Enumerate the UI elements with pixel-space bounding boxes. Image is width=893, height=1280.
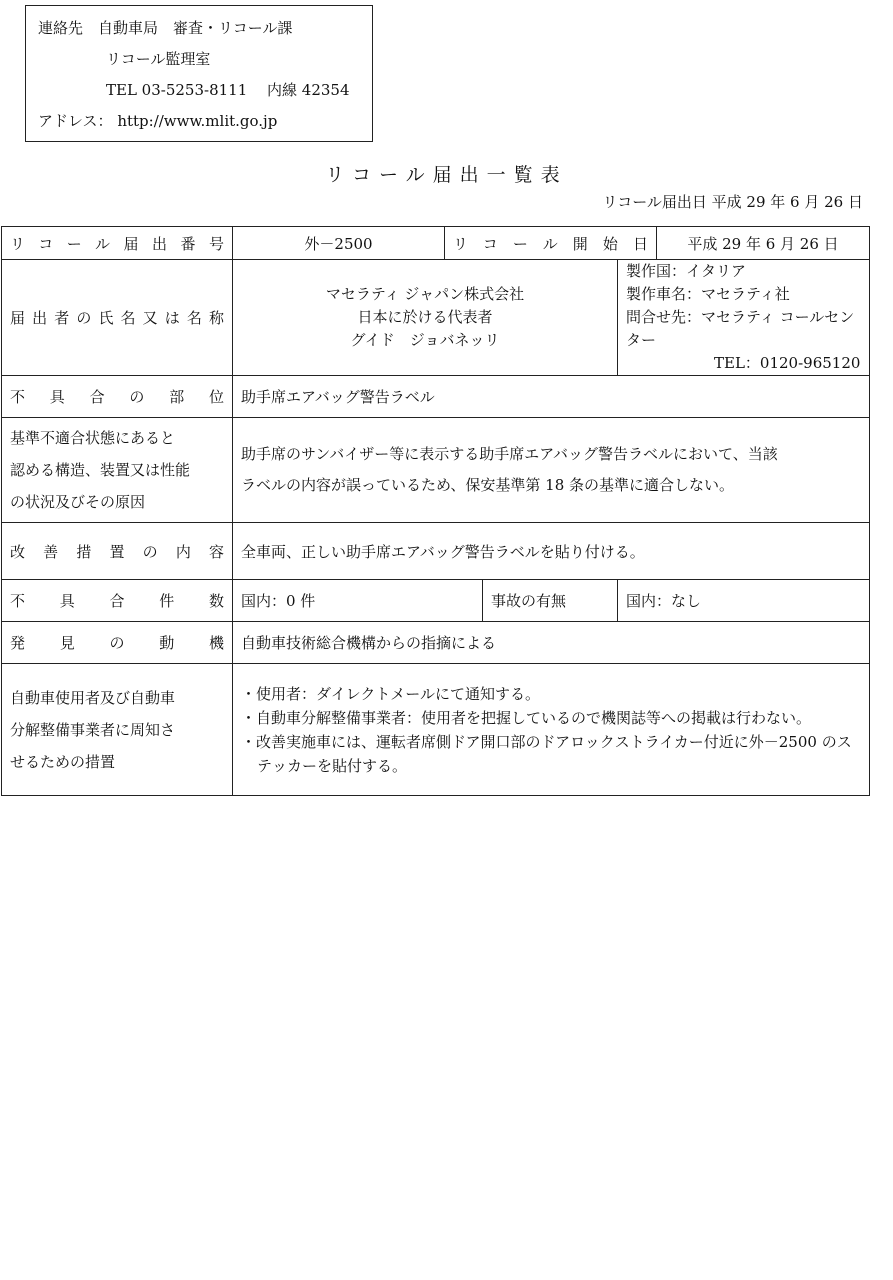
applicant-label: 届出者の氏名又は名称 [2, 260, 233, 376]
applicant-company: マセラティ ジャパン株式会社 [325, 285, 525, 303]
reason-label-line: 認める構造、装置又は性能 [10, 461, 191, 479]
reason-label [2, 418, 233, 523]
recall-table [1, 226, 870, 796]
notification-label-line: 分解整備事業者に周知さ [10, 720, 176, 739]
notification-item: ・自動車分解整備事業者：使用者を把握しているので機関誌等への掲載は行わない。 [241, 708, 812, 727]
table-row [2, 580, 870, 622]
document-title: リコール届出一覧表 [325, 164, 568, 186]
maker-tel: TEL：0120-965120 [714, 354, 861, 372]
defect-part-label: 不具合の部位 [2, 376, 233, 418]
contact-address: アドレス： http://www.mlit.go.jp [38, 112, 278, 130]
reason-label-line: の状況及びその原因 [10, 493, 146, 511]
defect-part-value: 助手席エアバッグ警告ラベル [233, 376, 870, 418]
filing-date: リコール届出日 平成 29 年 6 月 26 日 [602, 193, 863, 211]
notification-item: ・改善実施車には、運転者席側ドア開口部のドアロックストライカー付近に外－2500 のステッカーを貼付する。 [241, 732, 852, 775]
recall-start-label: リコール開始日 [445, 227, 657, 260]
contact-box [25, 5, 373, 142]
table-row [2, 227, 870, 260]
recall-number-value: 外－2500 [233, 227, 445, 260]
maker-country: 製作国：イタリア [626, 262, 747, 280]
notification-item: ・使用者：ダイレクトメールにて通知する。 [241, 684, 540, 703]
contact-phone: TEL 03-5253-8111 内線 42354 [106, 81, 350, 99]
maker-inquiry: 問合せ先：マセラティ コールセンター [626, 308, 855, 349]
applicant-representative-name: グイド ジョバネッリ [350, 331, 500, 349]
recall-start-value: 平成 29 年 6 月 26 日 [657, 227, 870, 260]
maker-cell [618, 260, 870, 376]
applicant-cell [233, 260, 618, 376]
notification-label [2, 664, 233, 796]
accident-label: 事故の有無 [483, 580, 618, 622]
table-row [2, 664, 870, 796]
reason-label-line: 基準不適合状態にあると [10, 429, 176, 447]
table-row [2, 376, 870, 418]
contact-office: リコール監理室 [106, 50, 211, 68]
reason-text-line: 助手席のサンバイザー等に表示する助手席エアバッグ警告ラベルにおいて、当該 [241, 445, 778, 463]
table-row [2, 523, 870, 580]
contact-department: 連絡先 自動車局 審査・リコール課 [38, 19, 293, 37]
applicant-representative-title: 日本に於ける代表者 [357, 308, 493, 326]
table-row [2, 418, 870, 523]
maker-name: 製作車名：マセラティ社 [626, 285, 790, 303]
discovery-value: 自動車技術総合機構からの指摘による [233, 622, 870, 664]
improvement-value: 全車両、正しい助手席エアバッグ警告ラベルを貼り付ける。 [233, 523, 870, 580]
reason-text [233, 418, 870, 523]
defect-count-label: 不具合件数 [2, 580, 233, 622]
accident-value: 国内：なし [618, 580, 870, 622]
notification-label-line: 自動車使用者及び自動車 [10, 688, 176, 707]
table-row [2, 622, 870, 664]
recall-number-label: リコール届出番号 [2, 227, 233, 260]
discovery-label: 発見の動機 [2, 622, 233, 664]
table-row [2, 260, 870, 376]
reason-text-line: ラベルの内容が誤っているため、保安基準第 18 条の基準に適合しない。 [241, 476, 735, 494]
notification-measures [233, 664, 870, 796]
notification-label-line: せるための措置 [10, 752, 116, 771]
defect-count-value: 国内：0 件 [233, 580, 483, 622]
improvement-label: 改善措置の内容 [2, 523, 233, 580]
